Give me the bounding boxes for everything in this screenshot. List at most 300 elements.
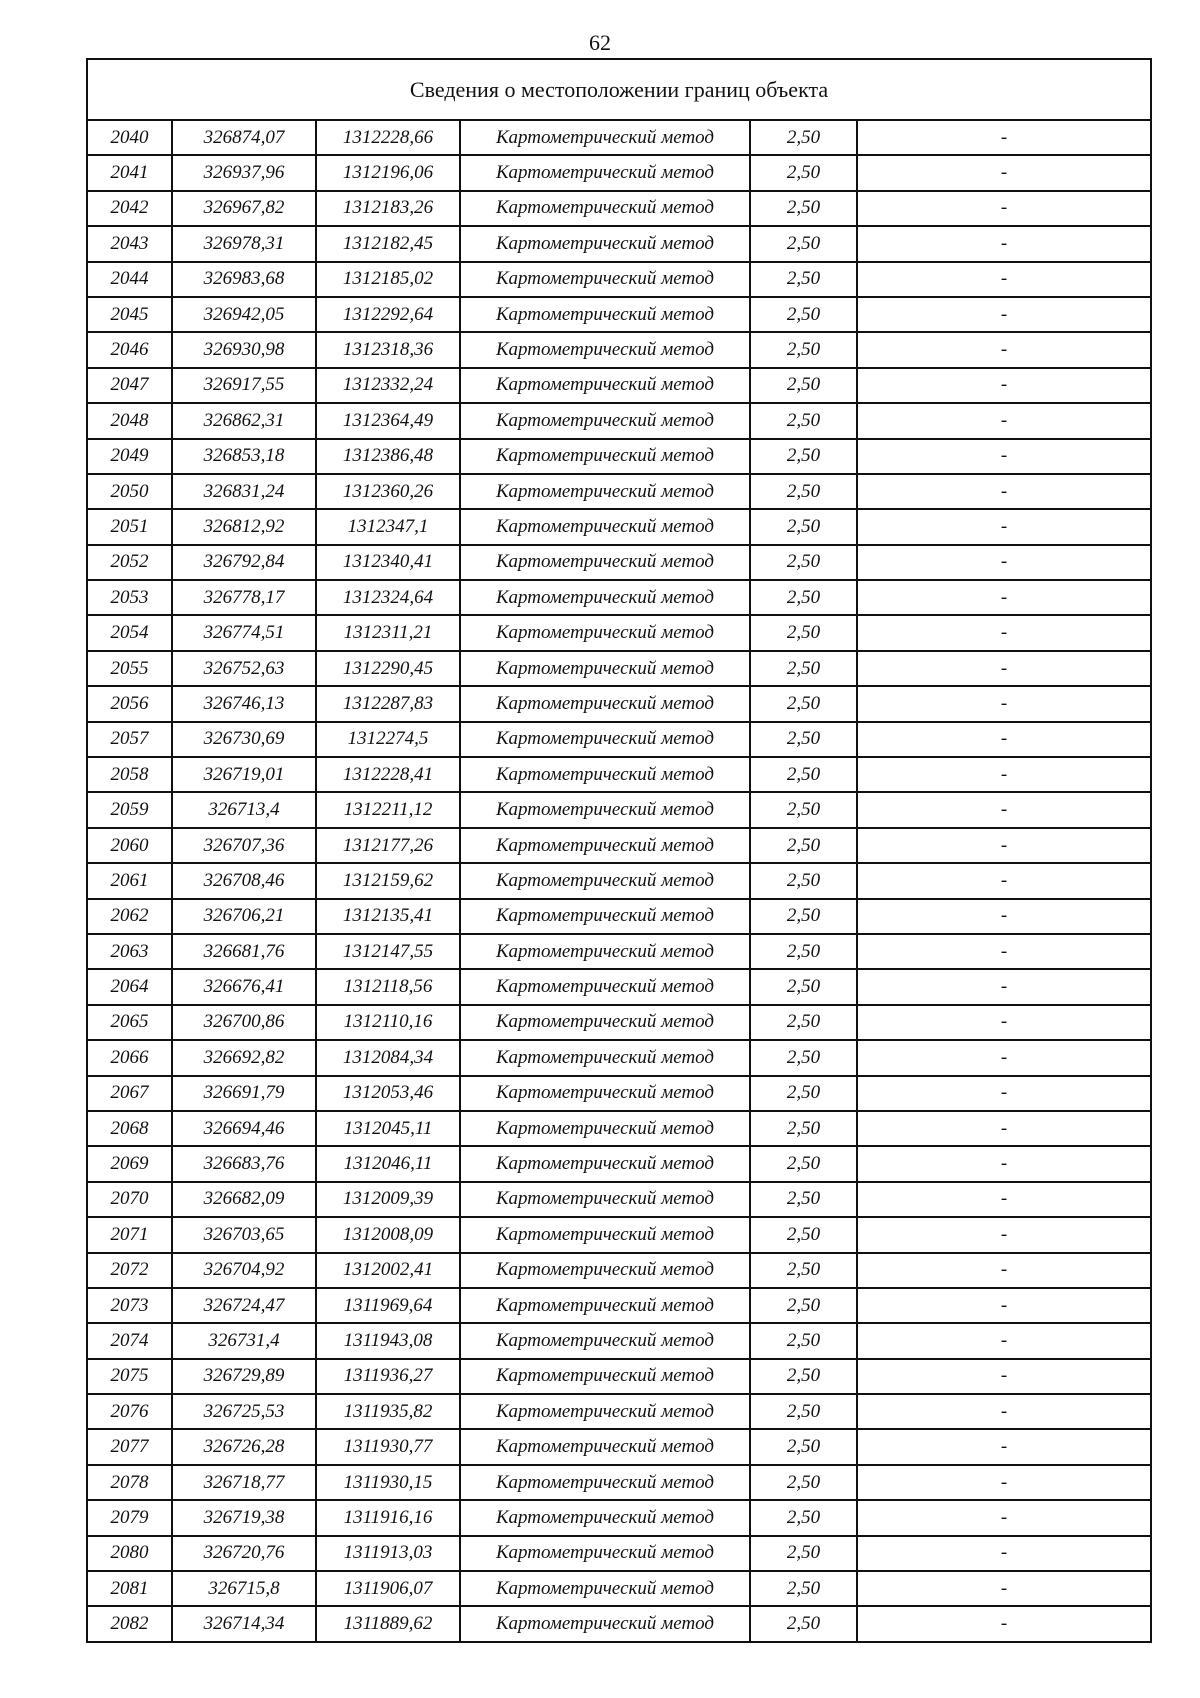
method-cell: Картометрический метод	[460, 863, 750, 898]
accuracy-cell: 2,50	[750, 403, 857, 438]
method-cell: Картометрический метод	[460, 1005, 750, 1040]
x-coordinate-cell: 326714,34	[172, 1606, 316, 1641]
description-cell: -	[857, 615, 1151, 650]
y-coordinate-cell: 1312340,41	[316, 545, 460, 580]
point-number-cell: 2075	[87, 1359, 172, 1394]
description-cell: -	[857, 1359, 1151, 1394]
description-cell: -	[857, 1323, 1151, 1358]
y-coordinate-cell: 1312009,39	[316, 1182, 460, 1217]
point-number-cell: 2043	[87, 226, 172, 261]
method-cell: Картометрический метод	[460, 757, 750, 792]
x-coordinate-cell: 326691,79	[172, 1076, 316, 1111]
description-cell: -	[857, 297, 1151, 332]
y-coordinate-cell: 1312211,12	[316, 792, 460, 827]
table-row	[87, 1536, 1151, 1571]
y-coordinate-cell: 1312324,64	[316, 580, 460, 615]
y-coordinate-cell: 1312274,5	[316, 722, 460, 757]
description-cell: -	[857, 1005, 1151, 1040]
y-coordinate-cell: 1312287,83	[316, 686, 460, 721]
description-cell: -	[857, 1076, 1151, 1111]
point-number-cell: 2079	[87, 1500, 172, 1535]
point-number-cell: 2048	[87, 403, 172, 438]
table-row	[87, 1571, 1151, 1606]
y-coordinate-cell: 1312045,11	[316, 1111, 460, 1146]
method-cell: Картометрический метод	[460, 934, 750, 969]
x-coordinate-cell: 326942,05	[172, 297, 316, 332]
y-coordinate-cell: 1312002,41	[316, 1253, 460, 1288]
x-coordinate-cell: 326853,18	[172, 439, 316, 474]
table-row	[87, 969, 1151, 1004]
point-number-cell: 2073	[87, 1288, 172, 1323]
method-cell: Картометрический метод	[460, 1217, 750, 1252]
description-cell: -	[857, 934, 1151, 969]
point-number-cell: 2071	[87, 1217, 172, 1252]
y-coordinate-cell: 1312135,41	[316, 899, 460, 934]
table-title: Сведения о местоположении границ объекта	[87, 59, 1151, 120]
description-cell: -	[857, 1571, 1151, 1606]
accuracy-cell: 2,50	[750, 1500, 857, 1535]
method-cell: Картометрический метод	[460, 474, 750, 509]
accuracy-cell: 2,50	[750, 863, 857, 898]
accuracy-cell: 2,50	[750, 615, 857, 650]
method-cell: Картометрический метод	[460, 1111, 750, 1146]
description-cell: -	[857, 509, 1151, 544]
point-number-cell: 2062	[87, 899, 172, 934]
y-coordinate-cell: 1311936,27	[316, 1359, 460, 1394]
point-number-cell: 2081	[87, 1571, 172, 1606]
point-number-cell: 2042	[87, 191, 172, 226]
method-cell: Картометрический метод	[460, 155, 750, 190]
description-cell: -	[857, 686, 1151, 721]
accuracy-cell: 2,50	[750, 368, 857, 403]
method-cell: Картометрический метод	[460, 297, 750, 332]
accuracy-cell: 2,50	[750, 332, 857, 367]
point-number-cell: 2057	[87, 722, 172, 757]
y-coordinate-cell: 1312228,41	[316, 757, 460, 792]
y-coordinate-cell: 1312182,45	[316, 226, 460, 261]
x-coordinate-cell: 326719,38	[172, 1500, 316, 1535]
method-cell: Картометрический метод	[460, 1429, 750, 1464]
point-number-cell: 2045	[87, 297, 172, 332]
point-number-cell: 2047	[87, 368, 172, 403]
accuracy-cell: 2,50	[750, 899, 857, 934]
accuracy-cell: 2,50	[750, 1394, 857, 1429]
point-number-cell: 2066	[87, 1040, 172, 1075]
point-number-cell: 2077	[87, 1429, 172, 1464]
y-coordinate-cell: 1312228,66	[316, 120, 460, 155]
point-number-cell: 2060	[87, 828, 172, 863]
x-coordinate-cell: 326746,13	[172, 686, 316, 721]
accuracy-cell: 2,50	[750, 509, 857, 544]
x-coordinate-cell: 326729,89	[172, 1359, 316, 1394]
table-row	[87, 1005, 1151, 1040]
point-number-cell: 2041	[87, 155, 172, 190]
table-row	[87, 262, 1151, 297]
point-number-cell: 2076	[87, 1394, 172, 1429]
table-row	[87, 120, 1151, 155]
table-row	[87, 332, 1151, 367]
method-cell: Картометрический метод	[460, 226, 750, 261]
x-coordinate-cell: 326676,41	[172, 969, 316, 1004]
point-number-cell: 2061	[87, 863, 172, 898]
x-coordinate-cell: 326707,36	[172, 828, 316, 863]
point-number-cell: 2055	[87, 651, 172, 686]
y-coordinate-cell: 1312110,16	[316, 1005, 460, 1040]
description-cell: -	[857, 1111, 1151, 1146]
description-cell: -	[857, 332, 1151, 367]
table-row	[87, 1323, 1151, 1358]
x-coordinate-cell: 326725,53	[172, 1394, 316, 1429]
table-row	[87, 1359, 1151, 1394]
accuracy-cell: 2,50	[750, 1076, 857, 1111]
boundary-table-container	[86, 58, 1150, 1643]
description-cell: -	[857, 1288, 1151, 1323]
point-number-cell: 2046	[87, 332, 172, 367]
accuracy-cell: 2,50	[750, 722, 857, 757]
table-row	[87, 863, 1151, 898]
description-cell: -	[857, 757, 1151, 792]
point-number-cell: 2078	[87, 1465, 172, 1500]
table-row	[87, 368, 1151, 403]
point-number-cell: 2067	[87, 1076, 172, 1111]
description-cell: -	[857, 1500, 1151, 1535]
method-cell: Картометрический метод	[460, 1571, 750, 1606]
table-row	[87, 474, 1151, 509]
y-coordinate-cell: 1312159,62	[316, 863, 460, 898]
method-cell: Картометрический метод	[460, 1253, 750, 1288]
description-cell: -	[857, 1217, 1151, 1252]
table-row	[87, 1111, 1151, 1146]
y-coordinate-cell: 1311913,03	[316, 1536, 460, 1571]
description-cell: -	[857, 722, 1151, 757]
accuracy-cell: 2,50	[750, 1217, 857, 1252]
method-cell: Картометрический метод	[460, 545, 750, 580]
x-coordinate-cell: 326682,09	[172, 1182, 316, 1217]
y-coordinate-cell: 1311969,64	[316, 1288, 460, 1323]
y-coordinate-cell: 1312046,11	[316, 1146, 460, 1181]
description-cell: -	[857, 1465, 1151, 1500]
accuracy-cell: 2,50	[750, 1606, 857, 1641]
description-cell: -	[857, 969, 1151, 1004]
accuracy-cell: 2,50	[750, 226, 857, 261]
y-coordinate-cell: 1311889,62	[316, 1606, 460, 1641]
x-coordinate-cell: 326978,31	[172, 226, 316, 261]
description-cell: -	[857, 1606, 1151, 1641]
point-number-cell: 2044	[87, 262, 172, 297]
description-cell: -	[857, 863, 1151, 898]
description-cell: -	[857, 120, 1151, 155]
x-coordinate-cell: 326683,76	[172, 1146, 316, 1181]
accuracy-cell: 2,50	[750, 262, 857, 297]
table-row	[87, 545, 1151, 580]
accuracy-cell: 2,50	[750, 297, 857, 332]
y-coordinate-cell: 1312196,06	[316, 155, 460, 190]
accuracy-cell: 2,50	[750, 1253, 857, 1288]
point-number-cell: 2082	[87, 1606, 172, 1641]
table-body	[87, 120, 1151, 1642]
description-cell: -	[857, 828, 1151, 863]
table-header-row	[87, 59, 1151, 120]
point-number-cell: 2080	[87, 1536, 172, 1571]
x-coordinate-cell: 326862,31	[172, 403, 316, 438]
description-cell: -	[857, 1253, 1151, 1288]
accuracy-cell: 2,50	[750, 1146, 857, 1181]
x-coordinate-cell: 326983,68	[172, 262, 316, 297]
point-number-cell: 2065	[87, 1005, 172, 1040]
point-number-cell: 2050	[87, 474, 172, 509]
x-coordinate-cell: 326731,4	[172, 1323, 316, 1358]
table-row	[87, 1040, 1151, 1075]
y-coordinate-cell: 1312118,56	[316, 969, 460, 1004]
y-coordinate-cell: 1311916,16	[316, 1500, 460, 1535]
method-cell: Картометрический метод	[460, 368, 750, 403]
table-row	[87, 1500, 1151, 1535]
method-cell: Картометрический метод	[460, 686, 750, 721]
method-cell: Картометрический метод	[460, 509, 750, 544]
method-cell: Картометрический метод	[460, 1076, 750, 1111]
description-cell: -	[857, 580, 1151, 615]
x-coordinate-cell: 326720,76	[172, 1536, 316, 1571]
x-coordinate-cell: 326917,55	[172, 368, 316, 403]
x-coordinate-cell: 326812,92	[172, 509, 316, 544]
y-coordinate-cell: 1311906,07	[316, 1571, 460, 1606]
y-coordinate-cell: 1311943,08	[316, 1323, 460, 1358]
x-coordinate-cell: 326718,77	[172, 1465, 316, 1500]
y-coordinate-cell: 1312292,64	[316, 297, 460, 332]
x-coordinate-cell: 326752,63	[172, 651, 316, 686]
y-coordinate-cell: 1312364,49	[316, 403, 460, 438]
point-number-cell: 2059	[87, 792, 172, 827]
y-coordinate-cell: 1312147,55	[316, 934, 460, 969]
method-cell: Картометрический метод	[460, 1182, 750, 1217]
table-row	[87, 686, 1151, 721]
table-row	[87, 1394, 1151, 1429]
x-coordinate-cell: 326713,4	[172, 792, 316, 827]
table-row	[87, 792, 1151, 827]
description-cell: -	[857, 368, 1151, 403]
x-coordinate-cell: 326694,46	[172, 1111, 316, 1146]
boundary-table	[86, 58, 1152, 1643]
accuracy-cell: 2,50	[750, 545, 857, 580]
table-row	[87, 651, 1151, 686]
table-row	[87, 1253, 1151, 1288]
accuracy-cell: 2,50	[750, 1005, 857, 1040]
y-coordinate-cell: 1311935,82	[316, 1394, 460, 1429]
accuracy-cell: 2,50	[750, 651, 857, 686]
description-cell: -	[857, 1394, 1151, 1429]
table-row	[87, 1429, 1151, 1464]
accuracy-cell: 2,50	[750, 474, 857, 509]
point-number-cell: 2058	[87, 757, 172, 792]
method-cell: Картометрический метод	[460, 332, 750, 367]
description-cell: -	[857, 1429, 1151, 1464]
y-coordinate-cell: 1312185,02	[316, 262, 460, 297]
accuracy-cell: 2,50	[750, 969, 857, 1004]
x-coordinate-cell: 326692,82	[172, 1040, 316, 1075]
description-cell: -	[857, 474, 1151, 509]
x-coordinate-cell: 326726,28	[172, 1429, 316, 1464]
table-row	[87, 934, 1151, 969]
method-cell: Картометрический метод	[460, 1359, 750, 1394]
point-number-cell: 2074	[87, 1323, 172, 1358]
table-row	[87, 1217, 1151, 1252]
x-coordinate-cell: 326930,98	[172, 332, 316, 367]
accuracy-cell: 2,50	[750, 1571, 857, 1606]
method-cell: Картометрический метод	[460, 191, 750, 226]
method-cell: Картометрический метод	[460, 828, 750, 863]
point-number-cell: 2072	[87, 1253, 172, 1288]
table-row	[87, 828, 1151, 863]
x-coordinate-cell: 326704,92	[172, 1253, 316, 1288]
accuracy-cell: 2,50	[750, 1465, 857, 1500]
point-number-cell: 2056	[87, 686, 172, 721]
method-cell: Картометрический метод	[460, 1606, 750, 1641]
accuracy-cell: 2,50	[750, 1323, 857, 1358]
table-row	[87, 297, 1151, 332]
y-coordinate-cell: 1312177,26	[316, 828, 460, 863]
description-cell: -	[857, 1182, 1151, 1217]
x-coordinate-cell: 326778,17	[172, 580, 316, 615]
x-coordinate-cell: 326792,84	[172, 545, 316, 580]
x-coordinate-cell: 326730,69	[172, 722, 316, 757]
x-coordinate-cell: 326719,01	[172, 757, 316, 792]
point-number-cell: 2063	[87, 934, 172, 969]
y-coordinate-cell: 1312318,36	[316, 332, 460, 367]
description-cell: -	[857, 226, 1151, 261]
accuracy-cell: 2,50	[750, 1182, 857, 1217]
accuracy-cell: 2,50	[750, 757, 857, 792]
point-number-cell: 2049	[87, 439, 172, 474]
accuracy-cell: 2,50	[750, 686, 857, 721]
table-row	[87, 1182, 1151, 1217]
accuracy-cell: 2,50	[750, 792, 857, 827]
method-cell: Картометрический метод	[460, 1394, 750, 1429]
accuracy-cell: 2,50	[750, 1111, 857, 1146]
description-cell: -	[857, 262, 1151, 297]
description-cell: -	[857, 155, 1151, 190]
point-number-cell: 2053	[87, 580, 172, 615]
table-row	[87, 1146, 1151, 1181]
y-coordinate-cell: 1312084,34	[316, 1040, 460, 1075]
method-cell: Картометрический метод	[460, 1040, 750, 1075]
description-cell: -	[857, 792, 1151, 827]
page-number: 62	[589, 30, 611, 55]
x-coordinate-cell: 326703,65	[172, 1217, 316, 1252]
x-coordinate-cell: 326831,24	[172, 474, 316, 509]
description-cell: -	[857, 1536, 1151, 1571]
table-row	[87, 722, 1151, 757]
x-coordinate-cell: 326874,07	[172, 120, 316, 155]
table-row	[87, 1076, 1151, 1111]
table-row	[87, 509, 1151, 544]
description-cell: -	[857, 899, 1151, 934]
table-row	[87, 615, 1151, 650]
x-coordinate-cell: 326708,46	[172, 863, 316, 898]
description-cell: -	[857, 1146, 1151, 1181]
method-cell: Картометрический метод	[460, 439, 750, 474]
accuracy-cell: 2,50	[750, 191, 857, 226]
y-coordinate-cell: 1311930,15	[316, 1465, 460, 1500]
accuracy-cell: 2,50	[750, 1040, 857, 1075]
table-row	[87, 191, 1151, 226]
method-cell: Картометрический метод	[460, 580, 750, 615]
y-coordinate-cell: 1312311,21	[316, 615, 460, 650]
table-row	[87, 155, 1151, 190]
method-cell: Картометрический метод	[460, 651, 750, 686]
point-number-cell: 2054	[87, 615, 172, 650]
y-coordinate-cell: 1312386,48	[316, 439, 460, 474]
x-coordinate-cell: 326681,76	[172, 934, 316, 969]
accuracy-cell: 2,50	[750, 120, 857, 155]
accuracy-cell: 2,50	[750, 828, 857, 863]
x-coordinate-cell: 326706,21	[172, 899, 316, 934]
table-row	[87, 403, 1151, 438]
method-cell: Картометрический метод	[460, 1288, 750, 1323]
table-row	[87, 757, 1151, 792]
y-coordinate-cell: 1312347,1	[316, 509, 460, 544]
table-row	[87, 580, 1151, 615]
x-coordinate-cell: 326715,8	[172, 1571, 316, 1606]
y-coordinate-cell: 1312008,09	[316, 1217, 460, 1252]
point-number-cell: 2070	[87, 1182, 172, 1217]
method-cell: Картометрический метод	[460, 899, 750, 934]
accuracy-cell: 2,50	[750, 1359, 857, 1394]
table-row	[87, 1288, 1151, 1323]
method-cell: Картометрический метод	[460, 1323, 750, 1358]
y-coordinate-cell: 1312360,26	[316, 474, 460, 509]
y-coordinate-cell: 1311930,77	[316, 1429, 460, 1464]
point-number-cell: 2051	[87, 509, 172, 544]
y-coordinate-cell: 1312183,26	[316, 191, 460, 226]
accuracy-cell: 2,50	[750, 1288, 857, 1323]
table-row	[87, 226, 1151, 261]
accuracy-cell: 2,50	[750, 1429, 857, 1464]
method-cell: Картометрический метод	[460, 1500, 750, 1535]
method-cell: Картометрический метод	[460, 262, 750, 297]
point-number-cell: 2069	[87, 1146, 172, 1181]
accuracy-cell: 2,50	[750, 1536, 857, 1571]
accuracy-cell: 2,50	[750, 580, 857, 615]
table-row	[87, 1606, 1151, 1641]
table-row	[87, 439, 1151, 474]
method-cell: Картометрический метод	[460, 969, 750, 1004]
method-cell: Картометрический метод	[460, 1536, 750, 1571]
y-coordinate-cell: 1312332,24	[316, 368, 460, 403]
point-number-cell: 2040	[87, 120, 172, 155]
description-cell: -	[857, 191, 1151, 226]
point-number-cell: 2052	[87, 545, 172, 580]
point-number-cell: 2064	[87, 969, 172, 1004]
accuracy-cell: 2,50	[750, 934, 857, 969]
accuracy-cell: 2,50	[750, 439, 857, 474]
method-cell: Картометрический метод	[460, 792, 750, 827]
method-cell: Картометрический метод	[460, 722, 750, 757]
method-cell: Картометрический метод	[460, 615, 750, 650]
method-cell: Картометрический метод	[460, 1146, 750, 1181]
x-coordinate-cell: 326724,47	[172, 1288, 316, 1323]
accuracy-cell: 2,50	[750, 155, 857, 190]
x-coordinate-cell: 326774,51	[172, 615, 316, 650]
y-coordinate-cell: 1312290,45	[316, 651, 460, 686]
description-cell: -	[857, 651, 1151, 686]
table-row	[87, 1465, 1151, 1500]
x-coordinate-cell: 326937,96	[172, 155, 316, 190]
description-cell: -	[857, 403, 1151, 438]
description-cell: -	[857, 545, 1151, 580]
method-cell: Картометрический метод	[460, 1465, 750, 1500]
method-cell: Картометрический метод	[460, 403, 750, 438]
y-coordinate-cell: 1312053,46	[316, 1076, 460, 1111]
